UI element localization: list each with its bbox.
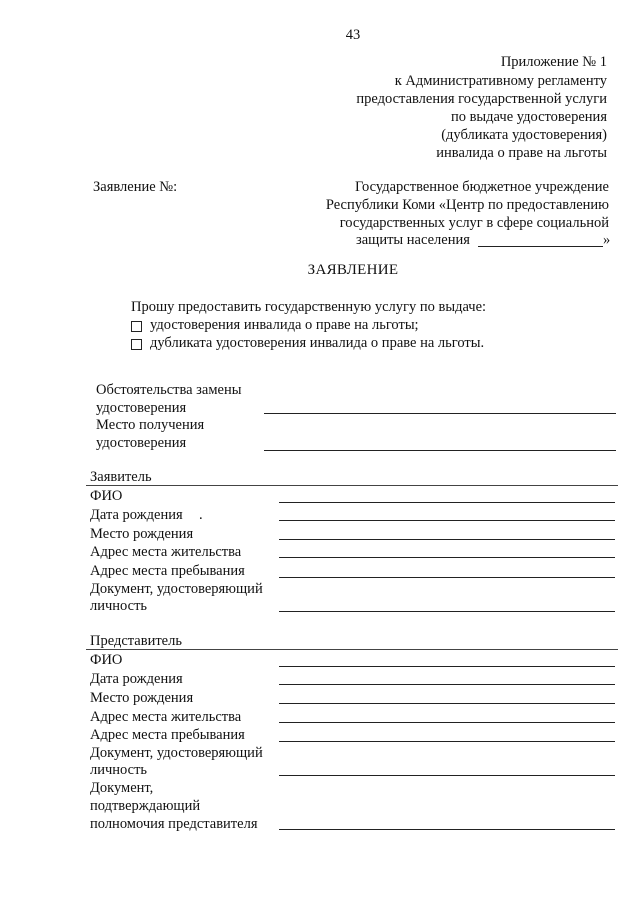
representative-divider xyxy=(86,649,618,650)
rep-birthplace-label: Место рождения xyxy=(90,690,194,706)
applicant-id-doc-label-cont: личность xyxy=(90,598,148,614)
rep-birthplace-field[interactable] xyxy=(279,703,615,704)
rep-authority-doc-label-cont2: полномочия представителя xyxy=(90,816,258,832)
page-number: 43 xyxy=(345,27,361,43)
rep-id-doc-label-cont: личность xyxy=(90,762,148,778)
appendix-line: по выдаче удостоверения xyxy=(450,109,607,125)
addressee-last-line-suffix: » xyxy=(603,232,611,248)
rep-authority-doc-label: Документ, xyxy=(90,780,154,796)
stray-dot: . xyxy=(199,507,203,523)
addressee-last-line-prefix: защиты населения xyxy=(356,232,470,248)
receipt-place-field[interactable] xyxy=(264,450,616,451)
applicant-id-doc-label: Документ, удостоверяющий xyxy=(90,581,263,597)
addressee-line: Государственное бюджетное учреждение xyxy=(354,179,609,195)
rep-residence-label: Адрес места жительства xyxy=(90,709,242,725)
replacement-circumstances-field[interactable] xyxy=(264,413,616,414)
addressee-line: государственных услуг в сфере социальной xyxy=(339,215,609,231)
appendix-line: к Административному регламенту xyxy=(394,73,607,89)
rep-id-doc-label: Документ, удостоверяющий xyxy=(90,745,263,761)
territory-blank-line[interactable] xyxy=(478,246,603,247)
applicant-fio-label: ФИО xyxy=(90,488,123,504)
appendix-line: Приложение № 1 xyxy=(500,54,607,70)
appendix-line: предоставления государственной услуги xyxy=(356,91,607,107)
applicant-residence-label: Адрес места жительства xyxy=(90,544,242,560)
rep-birthdate-label: Дата рождения xyxy=(90,671,183,687)
option-duplicate-label: дубликата удостоверения инвалида о праве на льготы. xyxy=(150,335,485,351)
rep-authority-doc-label-cont: подтверждающий xyxy=(90,798,201,814)
applicant-fio-field[interactable] xyxy=(279,502,615,503)
option-certificate-label: удостоверения инвалида о праве на льготы; xyxy=(150,317,419,333)
rep-stay-label: Адрес места пребывания xyxy=(90,727,245,743)
receipt-place-label: Место получения xyxy=(96,417,205,433)
rep-fio-field[interactable] xyxy=(279,666,615,667)
representative-heading: Представитель xyxy=(90,633,182,649)
rep-fio-label: ФИО xyxy=(90,652,123,668)
request-intro: Прошу предоставить государственную услугу по выдаче: xyxy=(131,299,487,315)
applicant-id-doc-field[interactable] xyxy=(279,611,615,612)
applicant-residence-field[interactable] xyxy=(279,557,615,558)
receipt-place-label-cont: удостоверения xyxy=(96,435,187,451)
rep-stay-field[interactable] xyxy=(279,741,615,742)
applicant-heading: Заявитель xyxy=(90,469,152,485)
document-title: ЗАЯВЛЕНИЕ xyxy=(307,262,399,278)
appendix-line: инвалида о праве на льготы xyxy=(436,145,607,161)
applicant-divider xyxy=(86,485,618,486)
application-number-label: Заявление №: xyxy=(93,179,178,195)
replacement-circumstances-label-cont: удостоверения xyxy=(96,400,187,416)
appendix-line: (дубликата удостоверения) xyxy=(441,127,607,143)
rep-id-doc-field[interactable] xyxy=(279,775,615,776)
replacement-circumstances-label: Обстоятельства замены xyxy=(96,382,242,398)
applicant-birthplace-label: Место рождения xyxy=(90,526,194,542)
applicant-birthplace-field[interactable] xyxy=(279,539,615,540)
rep-authority-doc-field[interactable] xyxy=(279,829,615,830)
rep-birthdate-field[interactable] xyxy=(279,684,615,685)
applicant-stay-field[interactable] xyxy=(279,577,615,578)
applicant-birthdate-label: Дата рождения xyxy=(90,507,183,523)
addressee-line: Республики Коми «Центр по предоставлению xyxy=(325,197,609,213)
checkbox-option-duplicate[interactable] xyxy=(131,339,142,350)
applicant-birthdate-field[interactable] xyxy=(279,520,615,521)
checkbox-option-certificate[interactable] xyxy=(131,321,142,332)
applicant-stay-label: Адрес места пребывания xyxy=(90,563,245,579)
rep-residence-field[interactable] xyxy=(279,722,615,723)
